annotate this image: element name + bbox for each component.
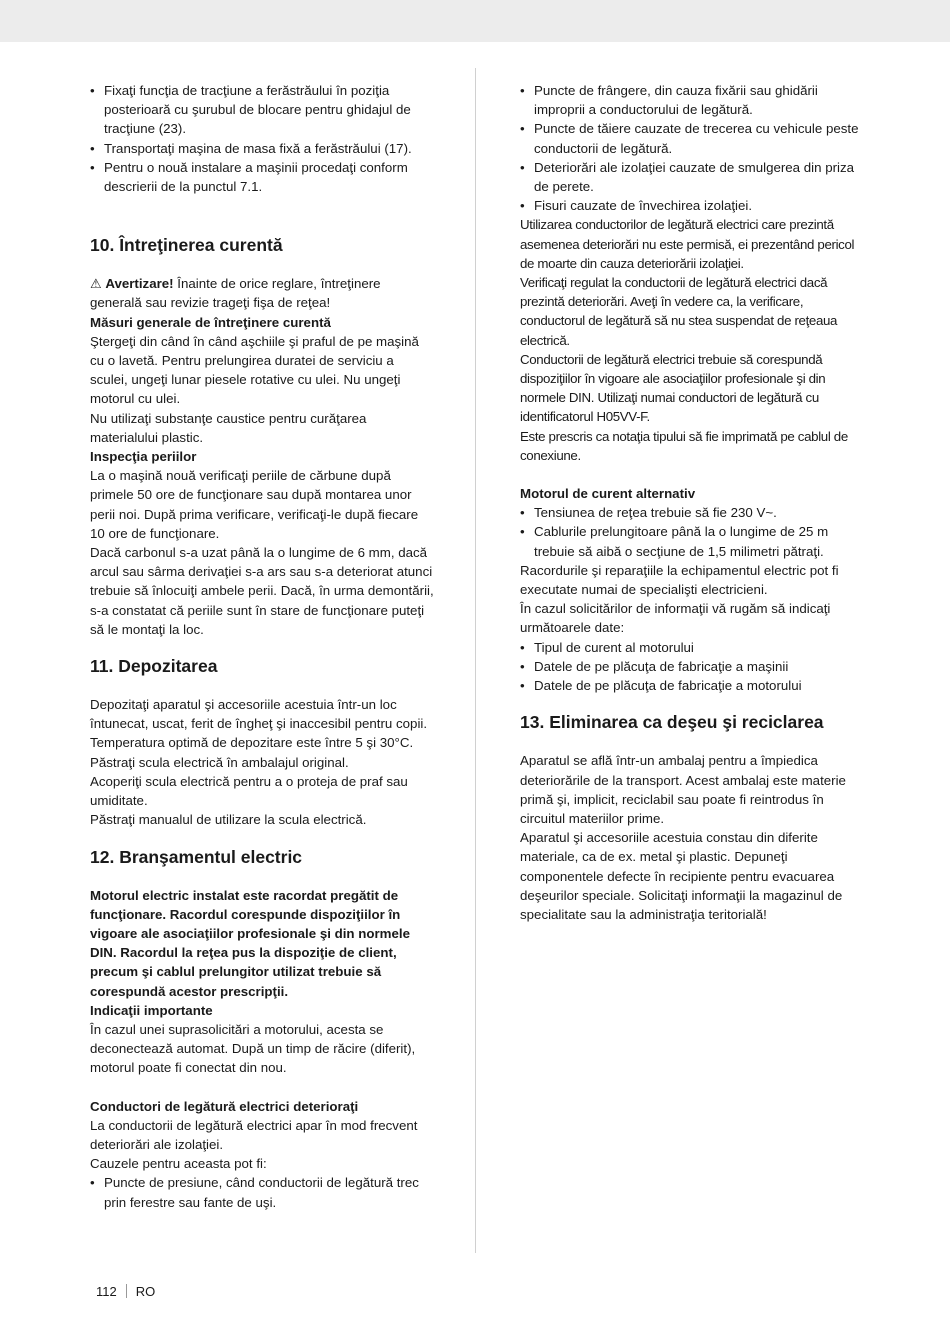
column-divider xyxy=(475,68,476,1253)
section-11-heading: 11. Depozitarea xyxy=(90,656,218,677)
list-item: • Datele de pe plăcuţa de fabricaţie a motorului xyxy=(520,676,865,695)
causes-bullet-list xyxy=(90,1173,435,1211)
check-cables-paragraph: Verificaţi regulat la conductorii de legătură electrici dacă prezintă deteriorări. Aveţi în vedere ca, la verificare, conductorul de legătură să nu stea suspendat de reţeaua electrică. xyxy=(520,275,838,348)
list-item: • Puncte de presiune, când conductorii de legătură trec prin ferestre sau fante de uşi. xyxy=(90,1173,435,1211)
section-12-heading: 12. Branşamentul electric xyxy=(90,846,303,867)
section-13-heading: 13. Eliminarea ca deşeu şi reciclarea xyxy=(520,712,824,733)
storage-paragraph-4: Păstraţi manualul de utilizare la scula electrică. xyxy=(90,812,367,828)
list-item: • Puncte de frângere, din cauza fixării sau ghidării improprii a conductorului de legătură. xyxy=(520,81,865,119)
list-item: • Fixaţi funcţia de tracţiune a ferăstrăului în poziţia posterioară cu şurubul de blocare pentru ghidajul de tracţiune (23). xyxy=(90,81,435,139)
plastic-cleaning-paragraph: Nu utilizaţi substanţe caustice pentru curăţarea materialului plastic. xyxy=(90,410,367,445)
warning-text: Înainte de orice reglare, întreţinere generală sau revizie trageţi fişa de reţea! xyxy=(90,276,381,311)
cable-norms-paragraph: Conductorii de legătură electrici trebuie să corespundă dispoziţiilor în vigoare ale asociaţiilor profesionale şi din normele DIN. Utilizaţi numai conductori de legătură cu identificatorul H05VV-F. xyxy=(520,351,826,425)
damaged-cables-paragraph: La conductorii de legătură electrici apar în mod frecvent deteriorări ale izolaţiei. xyxy=(90,1117,418,1152)
left-column xyxy=(90,81,435,1212)
brush-inspection-paragraph: La o maşină nouă verificaţi periile de cărbune după primele 50 ore de funcţionare sau după montarea unor perii noi. După prima verificare, verificaţi-le după fiecare 10 ore de funcţionare. xyxy=(90,468,419,541)
page-number: 112 xyxy=(96,1284,117,1299)
info-request-paragraph: În cazul solicitărilor de informaţii vă rugăm să indicaţi următoarele date: xyxy=(520,601,831,636)
electrical-bold-paragraph: Motorul electric instalat este racordat pregătit de funcţionare. Racordul corespunde dispoziţiilor în vigoare ale asociaţiilor profesionale şi din normele DIN. Racordul la reţea pus la dispoziţie de client, precum şi cablul prelungitor utilizat trebuie să corespundă acestor prescripţii. xyxy=(90,887,410,999)
info-bullet-list xyxy=(520,638,865,696)
list-item: • Tipul de curent al motorului xyxy=(520,638,865,657)
maintenance-paragraph: Ştergeţi din când în când aşchiile şi praful de pe maşină cu o lavetă. Pentru prelungirea duratei de serviciu a sculei, ungeţi lunar piesele rotative cu ulei. Nu ungeţi motorul cu ulei. xyxy=(90,333,419,407)
footer-separator xyxy=(126,1284,127,1298)
intro-bullet-list xyxy=(90,81,435,196)
warning-triangle-icon: ⚠ xyxy=(90,276,102,292)
list-item: • Pentru o nouă instalare a maşinii procedaţi conform descrierii de la punctul 7.1. xyxy=(90,158,435,196)
causes-paragraph: Cauzele pentru aceasta pot fi: xyxy=(90,1156,267,1172)
language-code: RO xyxy=(135,1284,156,1299)
maintenance-subheading: Măsuri generale de întreţinere curentă xyxy=(90,314,331,330)
type-marking-paragraph: Este prescris ca notaţia tipului să fie imprimată pe cablul de conexiune. xyxy=(520,428,848,463)
damaged-use-paragraph: Utilizarea conductorilor de legătură electrici care prezintă asemenea deteriorări nu este permisă, ei prezentând pericol de moarte din cauza deteriorării izolaţiei. xyxy=(520,217,855,271)
ac-motor-bullet-list xyxy=(520,503,865,561)
important-notes-subheading: Indicaţii importante xyxy=(90,1002,213,1018)
list-item: • Deteriorări ale izolaţiei cauzate de smulgerea din priza de perete. xyxy=(520,158,865,196)
damaged-cables-subheading: Conductori de legătură electrici deterioraţi xyxy=(90,1098,359,1114)
list-item: • Transportaţi maşina de masa fixă a ferăstrăului (17). xyxy=(90,139,435,158)
overload-paragraph: În cazul unei suprasolicitări a motorului, acesta se deconectează automat. După un timp de răcire (diferit), motorul poate fi conectat din nou. xyxy=(90,1021,416,1076)
storage-paragraph-2: Păstraţi scula electrică în ambalajul original. xyxy=(90,754,349,770)
warning-paragraph xyxy=(90,274,435,312)
list-item: • Tensiunea de reţea trebuie să fie 230 V~. xyxy=(520,503,865,522)
packaging-paragraph: Aparatul se află într-un ambalaj pentru a împiedica deteriorările de la transport. Acest ambalaj este materie primă şi, implicit, reciclabil sau poate fi reintrodus în circuitul materiilor prime. xyxy=(520,753,846,826)
brush-replacement-paragraph: Dacă carbonul s-a uzat până la o lungime de 6 mm, dacă arcul sau sârma derivaţiei s-a ars sau s-a deteriorat atunci trebuie să înlocuiţi ambele perii. Dacă, în urma demontării, s-a constatat că periile sunt în stare de funcţionare puteţi să le montaţi la loc. xyxy=(90,545,434,637)
storage-paragraph-1: Depozitaţi aparatul şi accesoriile acestuia într-un loc întunecat, uscat, ferit de îngheţ şi inaccesibil pentru copii. Temperatura optimă de depozitare este între 5 şi 30°C. xyxy=(90,697,428,751)
disposal-paragraph: Aparatul şi accesoriile acestuia constau din diferite materiale, ca de ex. metal şi plastic. Depuneţi componentele defecte în recipiente pentru evacuarea deşeurilor speciale. Solicitaţi informaţii la magazinul de specialitate sau la administraţia teritorială! xyxy=(520,830,843,922)
electricians-paragraph: Racordurile şi reparaţiile la echipamentul electric pot fi executate numai de specialişti electricieni. xyxy=(520,562,839,598)
brush-inspection-subheading: Inspecţia periilor xyxy=(90,449,197,465)
ac-motor-subheading: Motorul de curent alternativ xyxy=(520,486,696,502)
section-10-heading: 10. Întreţinerea curentă xyxy=(90,235,283,256)
right-column xyxy=(520,81,865,924)
list-item: • Datele de pe plăcuţa de fabricaţie a maşinii xyxy=(520,657,865,676)
top-band xyxy=(0,0,950,42)
list-item: • Puncte de tăiere cauzate de trecerea cu vehicule peste conductorii de legătură. xyxy=(520,119,865,157)
list-item: • Cablurile prelungitoare până la o lungime de 25 m trebuie să aibă o secţiune de 1,5 milimetri pătraţi. xyxy=(520,522,865,560)
page-footer xyxy=(96,1283,155,1301)
storage-paragraph-3: Acoperiţi scula electrică pentru a o proteja de praf sau umiditate. xyxy=(90,773,408,809)
warning-label: Avertizare! xyxy=(105,276,174,292)
damage-causes-bullet-list xyxy=(520,81,865,215)
list-item: • Fisuri cauzate de învechirea izolaţiei. xyxy=(520,196,865,215)
